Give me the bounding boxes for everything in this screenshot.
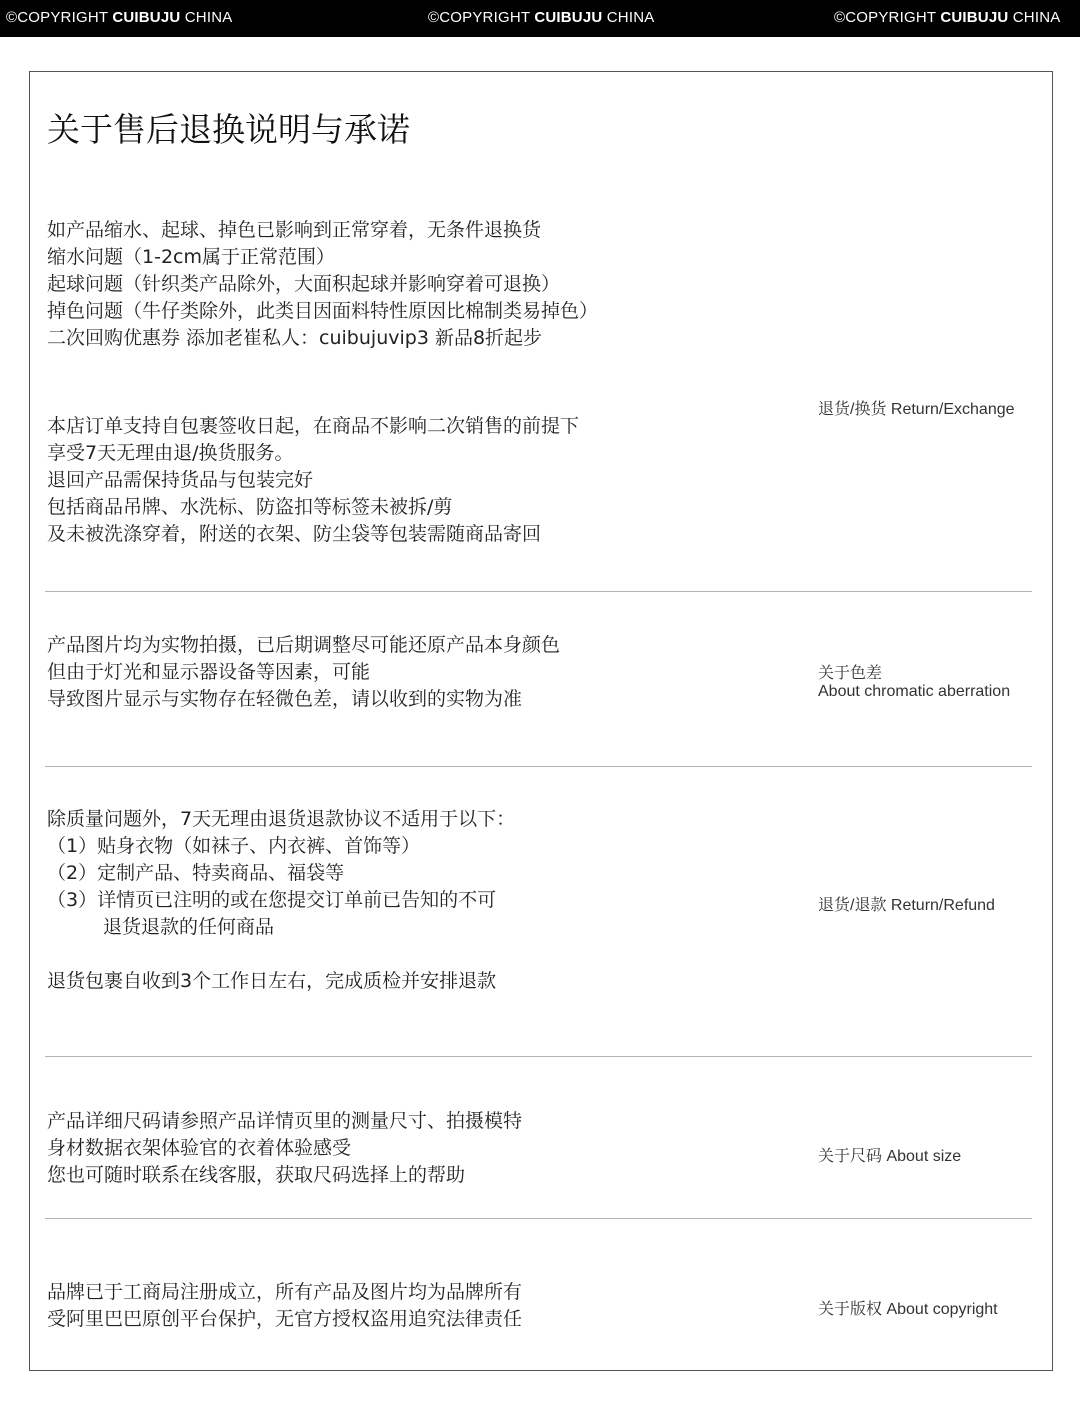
text-line: 包括商品吊牌、水洗标、防盗扣等标签未被拆/剪	[47, 496, 453, 518]
text-line: 如产品缩水、起球、掉色已影响到正常穿着，无条件退换货	[47, 219, 542, 241]
text-line: 产品图片均为实物拍摄，已后期调整尽可能还原产品本身颜色	[47, 634, 561, 656]
section-divider	[45, 1218, 1032, 1219]
text-line: 身材数据衣架体验官的衣着体验感受	[47, 1137, 352, 1159]
section-copyright	[47, 1279, 522, 1333]
text-line: 退货退款的任何商品	[103, 916, 275, 938]
text-line: 本店订单支持自包裹签收日起，在商品不影响二次销售的前提下	[47, 415, 580, 437]
text-line: 您也可随时联系在线客服，获取尺码选择上的帮助	[47, 1164, 466, 1186]
section-return-refund	[47, 806, 515, 995]
copyright-bar	[0, 0, 1080, 37]
section-label-copyright: 关于版权 About copyright	[818, 1301, 998, 1318]
section-size	[47, 1108, 522, 1189]
section-quality	[47, 217, 598, 352]
text-line: 缩水问题（1-2cm属于正常范围）	[47, 246, 335, 268]
text-line: 及未被洗涤穿着，附送的衣架、防尘袋等包装需随商品寄回	[47, 523, 542, 545]
section-label-return-refund: 退货/退款 Return/Refund	[818, 897, 995, 914]
section-divider	[45, 766, 1032, 767]
section-label-size: 关于尺码 About size	[818, 1148, 962, 1165]
text-line: 掉色问题（牛仔类除外，此类目因面料特性原因比棉制类易掉色）	[47, 300, 599, 322]
text-line: 导致图片显示与实物存在轻微色差，请以收到的实物为准	[47, 688, 523, 710]
section-label-cn: 关于色差	[818, 665, 883, 682]
copyright-notice: ©COPYRIGHT CUIBUJU CHINA	[6, 9, 233, 26]
text-line: 品牌已于工商局注册成立，所有产品及图片均为品牌所有	[47, 1281, 523, 1303]
text-line: 起球问题（针织类产品除外，大面积起球并影响穿着可退换）	[47, 273, 561, 295]
text-line: 产品详细尺码请参照产品详情页里的测量尺寸、拍摄模特	[47, 1110, 523, 1132]
section-return-exchange	[47, 413, 579, 548]
text-line: 享受7天无理由退/换货服务。	[47, 442, 294, 464]
copyright-notice: ©COPYRIGHT CUIBUJU CHINA	[428, 9, 655, 26]
text-line: （1）贴身衣物（如袜子、内衣裤、首饰等）	[47, 835, 421, 857]
text-line: 除质量问题外，7天无理由退货退款协议不适用于以下：	[47, 808, 516, 830]
section-divider	[45, 1056, 1032, 1057]
section-label-en: About chromatic aberration	[818, 683, 1011, 700]
section-chromatic	[47, 632, 560, 713]
section-label-chromatic	[818, 665, 1010, 701]
section-label-return-exchange: 退货/换货 Return/Exchange	[818, 401, 1015, 418]
page-title: 关于售后退换说明与承诺	[47, 110, 410, 149]
copyright-notice: ©COPYRIGHT CUIBUJU CHINA	[834, 9, 1061, 26]
text-line: （2）定制产品、特卖商品、福袋等	[47, 862, 345, 884]
text-line: 退货包裹自收到3个工作日左右，完成质检并安排退款	[47, 970, 497, 992]
text-line: 受阿里巴巴原创平台保护，无官方授权盗用追究法律责任	[47, 1308, 523, 1330]
text-line: （3）详情页已注明的或在您提交订单前已告知的不可	[47, 889, 497, 911]
text-line: 二次回购优惠券 添加老崔私人：cuibujuvip3 新品8折起步	[47, 327, 543, 349]
text-line: 退回产品需保持货品与包装完好	[47, 469, 314, 491]
text-line: 但由于灯光和显示器设备等因素，可能	[47, 661, 371, 683]
section-divider	[45, 591, 1032, 592]
